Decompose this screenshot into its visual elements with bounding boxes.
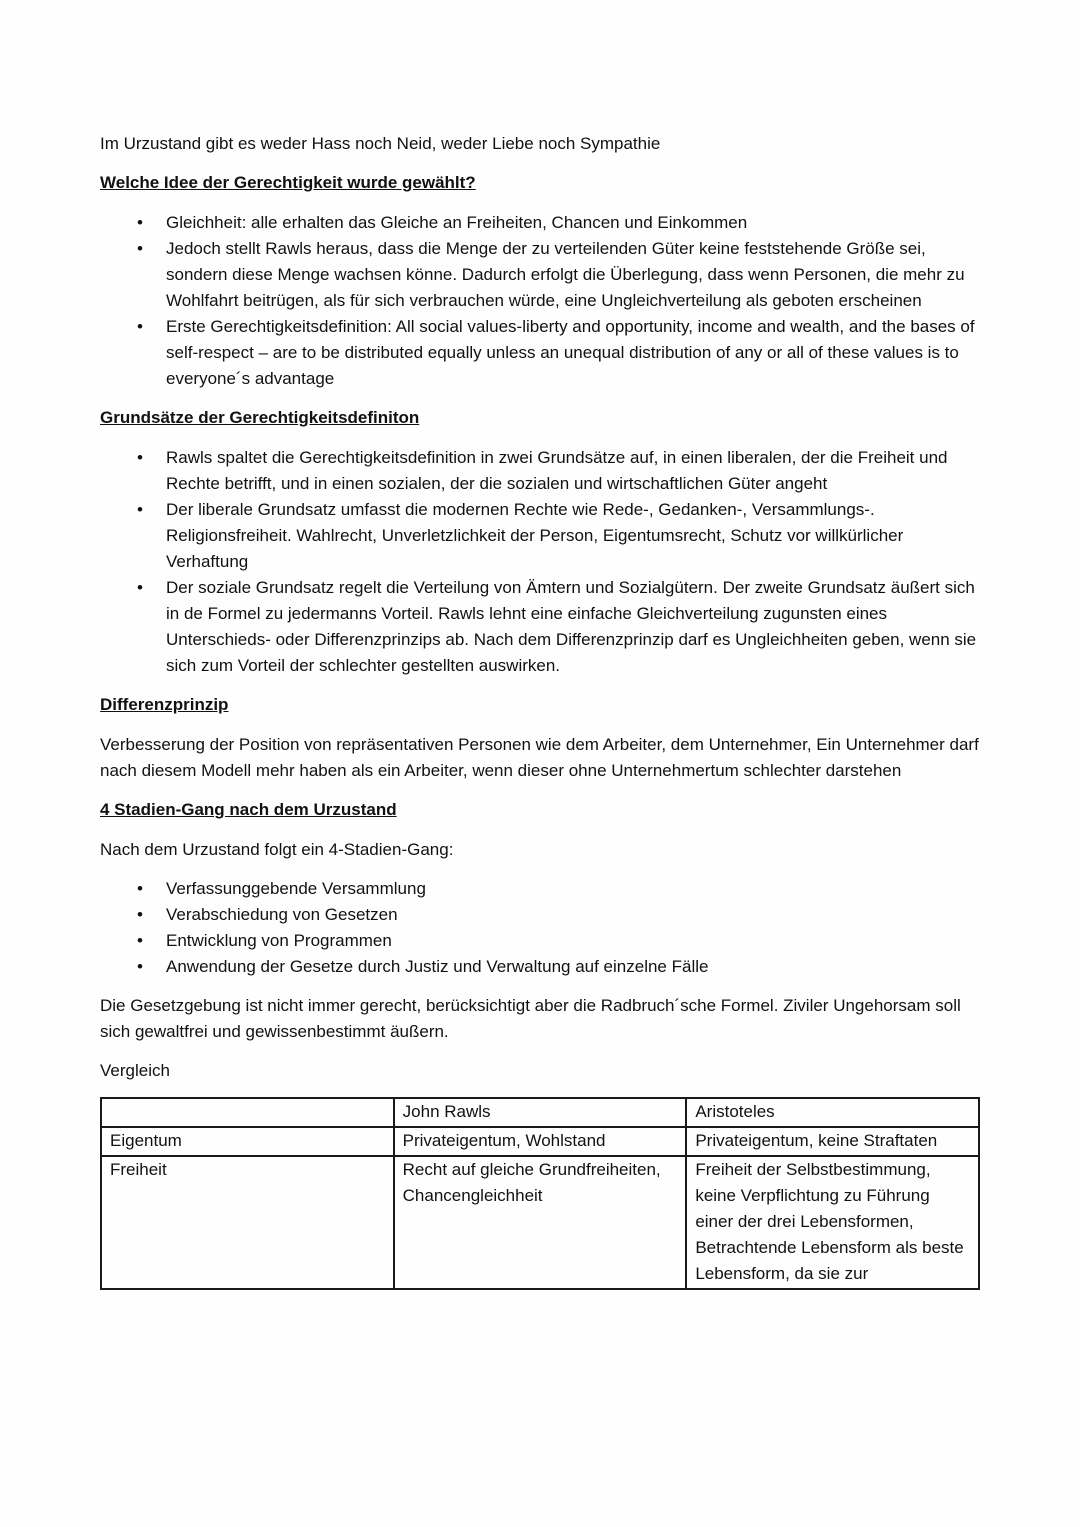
bullet-list-grundsaetze — [100, 445, 982, 679]
row-label-cell: Freiheit — [101, 1156, 394, 1289]
list-item-text: Anwendung der Gesetze durch Justiz und Verwaltung auf einzelne Fälle — [166, 957, 709, 976]
list-item — [100, 497, 982, 575]
list-item — [100, 928, 982, 954]
list-item — [100, 236, 982, 314]
list-item — [100, 445, 982, 497]
bullet-icon: • — [137, 448, 143, 467]
list-item-text: Verfassunggebende Versammlung — [166, 879, 426, 898]
bullet-icon: • — [137, 500, 143, 519]
stadien-gang-intro: Nach dem Urzustand folgt ein 4-Stadien-Gang: — [100, 840, 454, 859]
bullet-list-gerechtigkeit — [100, 210, 982, 392]
bullet-icon: • — [137, 317, 143, 336]
table-header-row — [101, 1098, 979, 1127]
bullet-icon: • — [137, 239, 143, 258]
list-item-text: Erste Gerechtigkeitsdefinition: All social values-liberty and opportunity, income and wealth, and the bases of self-respect – are to be distributed equally unless an unequal distribution of any or all of these values is to everyone´s advantage — [166, 317, 975, 388]
bullet-icon: • — [137, 957, 143, 976]
differenzprinzip-paragraph: Verbesserung der Position von repräsentativen Personen wie dem Arbeiter, dem Unternehmer, Ein Unternehmer darf nach diesem Modell mehr haben als ein Arbeiter, wenn dieser ohne Unternehmertum schlechter darstehen — [100, 735, 979, 780]
bullet-icon: • — [137, 879, 143, 898]
aristoteles-cell: Freiheit der Selbstbestimmung, keine Verpflichtung zu Führung einer der drei Lebensformen, Betrachtende Lebensform als beste Lebensform, da sie zur — [686, 1156, 979, 1289]
document-content — [100, 131, 982, 1290]
list-item-text: Gleichheit: alle erhalten das Gleiche an Freiheiten, Chancen und Einkommen — [166, 213, 748, 232]
heading-grundsaetze: Grundsätze der Gerechtigkeitsdefiniton — [100, 408, 420, 427]
vergleich-label: Vergleich — [100, 1061, 170, 1080]
bullet-icon: • — [137, 213, 143, 232]
comparison-table — [100, 1097, 980, 1290]
heading-stadien-gang: 4 Stadien-Gang nach dem Urzustand — [100, 800, 397, 819]
rawls-cell: Privateigentum, Wohlstand — [394, 1127, 687, 1156]
header-cell-empty — [101, 1098, 394, 1127]
header-cell-aristoteles: Aristoteles — [686, 1098, 979, 1127]
list-item-text: Der soziale Grundsatz regelt die Verteilung von Ämtern und Sozialgütern. Der zweite Grundsatz äußert sich in de Formel zu jedermanns Vorteil. Rawls lehnt eine einfache Gleichverteilung zugunsten eines Unterschieds- oder Differenzprinzips ab. Nach dem Differenzprinzip darf es Ungleichheiten geben, wenn sie sich zum Vorteil der schlechter gestellten auswirken. — [166, 578, 977, 675]
list-item — [100, 876, 982, 902]
list-item-text: Der liberale Grundsatz umfasst die modernen Rechte wie Rede-, Gedanken-, Versammlungs-. Religionsfreiheit. Wahlrecht, Unverletzlichkeit der Person, Eigentumsrecht, Schutz vor willkürlicher Verhaftung — [166, 500, 904, 571]
bullet-icon: • — [137, 905, 143, 924]
list-item — [100, 902, 982, 928]
bullet-icon: • — [137, 578, 143, 597]
list-item-text: Entwicklung von Programmen — [166, 931, 392, 950]
heading-idee-der-gerechtigkeit: Welche Idee der Gerechtigkeit wurde gewählt? — [100, 173, 476, 192]
rawls-cell: Recht auf gleiche Grundfreiheiten, Chancengleichheit — [394, 1156, 687, 1289]
bullet-list-stadien — [100, 876, 982, 980]
gesetzgebung-paragraph: Die Gesetzgebung ist nicht immer gerecht, berücksichtigt aber die Radbruch´sche Formel. Ziviler Ungehorsam soll sich gewaltfrei und gewissenbestimmt äußern. — [100, 996, 961, 1041]
intro-paragraph: Im Urzustand gibt es weder Hass noch Neid, weder Liebe noch Sympathie — [100, 134, 661, 153]
header-cell-john-rawls: John Rawls — [394, 1098, 687, 1127]
heading-differenzprinzip: Differenzprinzip — [100, 695, 229, 714]
list-item-text: Jedoch stellt Rawls heraus, dass die Menge der zu verteilenden Güter keine feststehende Größe sei, sondern diese Menge wachsen könne. Dadurch erfolgt die Überlegung, dass wenn Personen, die mehr zu Wohlfahrt beitrügen, als für sich verbrauchen würde, eine Ungleichverteilung als geboten erscheinen — [166, 239, 965, 310]
table-row-freiheit — [101, 1156, 979, 1289]
list-item-text: Rawls spaltet die Gerechtigkeitsdefinition in zwei Grundsätze auf, in einen liberalen, der die Freiheit und Rechte betrifft, und in einen sozialen, der die sozialen und wirtschaftlichen Güter angeht — [166, 448, 948, 493]
bullet-icon: • — [137, 931, 143, 950]
list-item — [100, 210, 982, 236]
list-item-text: Verabschiedung von Gesetzen — [166, 905, 398, 924]
table-row-eigentum — [101, 1127, 979, 1156]
list-item — [100, 575, 982, 679]
list-item — [100, 314, 982, 392]
aristoteles-cell: Privateigentum, keine Straftaten — [686, 1127, 979, 1156]
list-item — [100, 954, 982, 980]
row-label-cell: Eigentum — [101, 1127, 394, 1156]
